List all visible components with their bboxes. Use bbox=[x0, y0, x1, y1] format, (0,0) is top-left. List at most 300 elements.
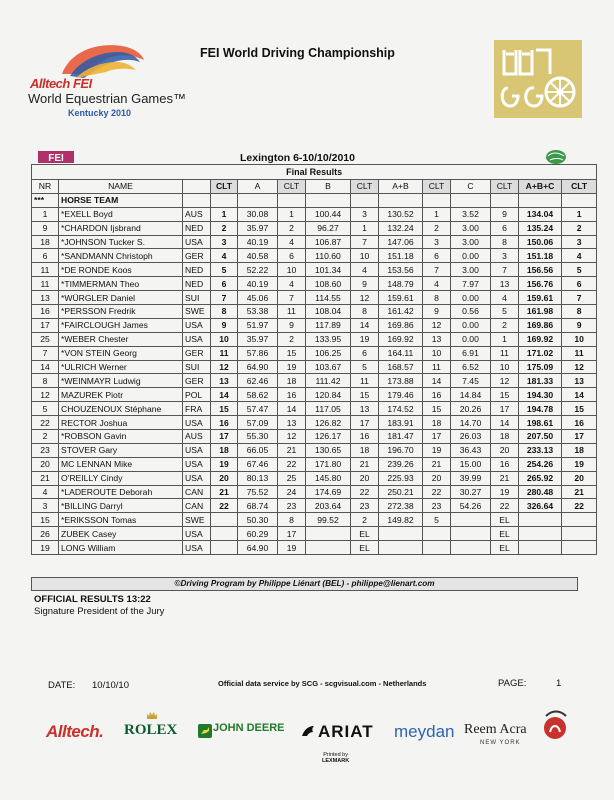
cell-clt-ab: 21 bbox=[423, 457, 451, 471]
cell-clt-c: 17 bbox=[491, 402, 519, 416]
cell-b: 130.65 bbox=[306, 443, 351, 457]
cell-final-rank: 10 bbox=[562, 332, 597, 346]
cell-final-rank: 3 bbox=[562, 235, 597, 249]
cell-nation: CAN bbox=[183, 499, 211, 513]
cell-nation: GER bbox=[183, 249, 211, 263]
header-a: A bbox=[238, 180, 278, 194]
cell-name: *VON STEIN Georg bbox=[59, 346, 183, 360]
cell-a: 40.19 bbox=[238, 277, 278, 291]
cell-b: 96.27 bbox=[306, 221, 351, 235]
kentucky-logo bbox=[538, 708, 572, 742]
cell-a: 40.58 bbox=[238, 249, 278, 263]
cell-ab: 239.26 bbox=[379, 457, 423, 471]
cell-a: 35.97 bbox=[238, 221, 278, 235]
cell-clt-a: 21 bbox=[278, 443, 306, 457]
cell-ab: 183.91 bbox=[379, 416, 423, 430]
cell-abc: 156.76 bbox=[519, 277, 562, 291]
cell-clt-a: 14 bbox=[278, 402, 306, 416]
cell-nr: 16 bbox=[32, 305, 59, 319]
cell-ab: 159.61 bbox=[379, 291, 423, 305]
cell-name: *JOHNSON Tucker S. bbox=[59, 235, 183, 249]
cell-clt-ab: 19 bbox=[423, 443, 451, 457]
cell-name: *ERIKSSON Tomas bbox=[59, 513, 183, 527]
cell-ab: 174.52 bbox=[379, 402, 423, 416]
cell-clt-ab: 7 bbox=[423, 263, 451, 277]
cell-nr: 26 bbox=[32, 527, 59, 541]
cell-final-rank: 4 bbox=[562, 249, 597, 263]
ariat-horse-icon bbox=[300, 724, 316, 738]
cell-name: MAZUREK Piotr bbox=[59, 388, 183, 402]
cell-clt-a: 4 bbox=[278, 235, 306, 249]
cell-clt-c: 10 bbox=[491, 360, 519, 374]
result-row bbox=[32, 485, 597, 499]
cell-abc: 326.64 bbox=[519, 499, 562, 513]
cell-rank: 8 bbox=[211, 305, 238, 319]
result-row bbox=[32, 430, 597, 444]
cell-abc bbox=[519, 527, 562, 541]
result-row bbox=[32, 443, 597, 457]
cell-clt-c: 8 bbox=[491, 235, 519, 249]
cell-nation: USA bbox=[183, 527, 211, 541]
cell-final-rank: 14 bbox=[562, 388, 597, 402]
cell-clt-c: 3 bbox=[491, 249, 519, 263]
horse-head-icon bbox=[56, 38, 148, 80]
cell-clt-b: 2 bbox=[351, 513, 379, 527]
cell-clt-ab: 11 bbox=[423, 360, 451, 374]
cell-name: *LADEROUTE Deborah bbox=[59, 485, 183, 499]
cell-c: 14.70 bbox=[451, 416, 491, 430]
cell-c: 0.00 bbox=[451, 332, 491, 346]
cell-abc: 265.92 bbox=[519, 471, 562, 485]
cell-b: 171.80 bbox=[306, 457, 351, 471]
header-clt-a: CLT bbox=[211, 180, 238, 194]
cell-b: 106.25 bbox=[306, 346, 351, 360]
cell-clt-c: 12 bbox=[491, 374, 519, 388]
cell-a: 58.62 bbox=[238, 388, 278, 402]
cell-name: STOVER Gary bbox=[59, 443, 183, 457]
cell-a: 57.47 bbox=[238, 402, 278, 416]
cell-rank: 5 bbox=[211, 263, 238, 277]
cell-b: 174.69 bbox=[306, 485, 351, 499]
cell-clt-b: 19 bbox=[351, 332, 379, 346]
cell-c: 26.03 bbox=[451, 430, 491, 444]
cell-clt-c: 1 bbox=[491, 332, 519, 346]
cell-clt-a: 2 bbox=[278, 221, 306, 235]
cell-clt-ab: 4 bbox=[423, 277, 451, 291]
cell-clt-ab bbox=[423, 541, 451, 555]
result-row bbox=[32, 402, 597, 416]
result-row bbox=[32, 513, 597, 527]
cell-a: 55.30 bbox=[238, 430, 278, 444]
printed-by-lexmark bbox=[322, 752, 349, 764]
cell-ab: 130.52 bbox=[379, 207, 423, 221]
cell-abc: 181.33 bbox=[519, 374, 562, 388]
cell-c: 3.00 bbox=[451, 221, 491, 235]
cell-clt-a: 12 bbox=[278, 430, 306, 444]
cell-c: 7.97 bbox=[451, 277, 491, 291]
cell-name: *ULRICH Werner bbox=[59, 360, 183, 374]
sponsor-rolex: ROLEX bbox=[124, 722, 178, 738]
cell-final-rank: 20 bbox=[562, 471, 597, 485]
cell-clt-c: EL bbox=[491, 541, 519, 555]
weg-title: World Equestrian Games™ bbox=[28, 91, 186, 106]
cell-nation: SWE bbox=[183, 305, 211, 319]
cell-c: 39.99 bbox=[451, 471, 491, 485]
cell-nation: GER bbox=[183, 374, 211, 388]
cell-a: 75.52 bbox=[238, 485, 278, 499]
cell-clt-b: 7 bbox=[351, 235, 379, 249]
cell-final-rank: 9 bbox=[562, 318, 597, 332]
cell-abc bbox=[519, 541, 562, 555]
cell-clt-ab: 12 bbox=[423, 318, 451, 332]
cell-clt-c: 11 bbox=[491, 346, 519, 360]
result-row bbox=[32, 388, 597, 402]
cell-name: *PERSSON Fredrik bbox=[59, 305, 183, 319]
cell-nation: NED bbox=[183, 221, 211, 235]
cell-ab: 149.82 bbox=[379, 513, 423, 527]
cell-b: 110.60 bbox=[306, 249, 351, 263]
cell-final-rank: 8 bbox=[562, 305, 597, 319]
cell-clt-b: 13 bbox=[351, 402, 379, 416]
cell-abc: 135.24 bbox=[519, 221, 562, 235]
cell-name: O'REILLY Cindy bbox=[59, 471, 183, 485]
cell-rank bbox=[211, 541, 238, 555]
sponsor-john-deere: JOHN DEERE bbox=[213, 722, 285, 734]
cell-ab bbox=[379, 541, 423, 555]
cell-clt-a: 19 bbox=[278, 360, 306, 374]
cell-nation: USA bbox=[183, 541, 211, 555]
cell-abc: 134.04 bbox=[519, 207, 562, 221]
header-name: NAME bbox=[59, 180, 183, 194]
cell-ab: 153.56 bbox=[379, 263, 423, 277]
cell-clt-a: 25 bbox=[278, 471, 306, 485]
cell-rank: 11 bbox=[211, 346, 238, 360]
cell-ab: 147.06 bbox=[379, 235, 423, 249]
header-clt-final: CLT bbox=[562, 180, 597, 194]
cell-clt-a: 1 bbox=[278, 207, 306, 221]
weg-logo bbox=[28, 38, 186, 128]
cell-rank: 16 bbox=[211, 416, 238, 430]
cell-c bbox=[451, 541, 491, 555]
result-row bbox=[32, 360, 597, 374]
cell-nr: 18 bbox=[32, 235, 59, 249]
cell-name: *FAIRCLOUGH James bbox=[59, 318, 183, 332]
cell-clt-a: 17 bbox=[278, 527, 306, 541]
cell-nation: USA bbox=[183, 318, 211, 332]
cell-nr: 14 bbox=[32, 360, 59, 374]
cell-name: RECTOR Joshua bbox=[59, 416, 183, 430]
result-row bbox=[32, 235, 597, 249]
result-row bbox=[32, 499, 597, 513]
cell-final-rank bbox=[562, 541, 597, 555]
result-row bbox=[32, 291, 597, 305]
cell-clt-b: EL bbox=[351, 527, 379, 541]
page-label: PAGE: bbox=[498, 678, 527, 689]
cell-nr: 19 bbox=[32, 541, 59, 555]
cell-abc bbox=[519, 513, 562, 527]
cell-final-rank: 2 bbox=[562, 221, 597, 235]
sponsor-alltech: Alltech. bbox=[46, 722, 104, 741]
cell-ab: 272.38 bbox=[379, 499, 423, 513]
cell-rank: 2 bbox=[211, 221, 238, 235]
cell-final-rank: 18 bbox=[562, 443, 597, 457]
cell-clt-c: 7 bbox=[491, 263, 519, 277]
cell-clt-ab: 23 bbox=[423, 499, 451, 513]
cell-clt-b: 18 bbox=[351, 443, 379, 457]
cell-c: 54.26 bbox=[451, 499, 491, 513]
cell-name: CHOUZENOUX Stéphane bbox=[59, 402, 183, 416]
cell-final-rank: 19 bbox=[562, 457, 597, 471]
date-value: 10/10/10 bbox=[92, 680, 129, 691]
cell-nr: 8 bbox=[32, 374, 59, 388]
svg-text:FEI: FEI bbox=[48, 153, 64, 164]
cell-abc: 194.78 bbox=[519, 402, 562, 416]
cell-b: 99.52 bbox=[306, 513, 351, 527]
cell-clt-b: 11 bbox=[351, 374, 379, 388]
cell-c: 14.84 bbox=[451, 388, 491, 402]
result-row bbox=[32, 471, 597, 485]
cell-clt-c: 2 bbox=[491, 318, 519, 332]
cell-abc: 156.56 bbox=[519, 263, 562, 277]
cell-name: *WEINMAYR Ludwig bbox=[59, 374, 183, 388]
cell-c bbox=[451, 513, 491, 527]
cell-nr: 11 bbox=[32, 263, 59, 277]
result-row bbox=[32, 305, 597, 319]
cell-clt-c: 13 bbox=[491, 277, 519, 291]
cell-nr: 6 bbox=[32, 249, 59, 263]
result-row bbox=[32, 249, 597, 263]
header-b: B bbox=[306, 180, 351, 194]
cell-final-rank: 12 bbox=[562, 360, 597, 374]
cell-a: 57.86 bbox=[238, 346, 278, 360]
cell-a: 40.19 bbox=[238, 235, 278, 249]
cell-nation: USA bbox=[183, 471, 211, 485]
cell-abc: 198.61 bbox=[519, 416, 562, 430]
cell-clt-a: 18 bbox=[278, 374, 306, 388]
cell-final-rank bbox=[562, 527, 597, 541]
cell-final-rank: 13 bbox=[562, 374, 597, 388]
result-row bbox=[32, 318, 597, 332]
cell-a: 57.09 bbox=[238, 416, 278, 430]
cell-clt-c: EL bbox=[491, 513, 519, 527]
cell-name: *WEBER Chester bbox=[59, 332, 183, 346]
cell-nation: USA bbox=[183, 457, 211, 471]
cell-clt-a: 19 bbox=[278, 541, 306, 555]
cell-final-rank: 11 bbox=[562, 346, 597, 360]
cell-ab: 196.70 bbox=[379, 443, 423, 457]
cell-clt-ab: 1 bbox=[423, 207, 451, 221]
cell-nation: AUS bbox=[183, 430, 211, 444]
cell-c: 36.43 bbox=[451, 443, 491, 457]
header-row bbox=[32, 180, 597, 194]
cell-rank: 18 bbox=[211, 443, 238, 457]
cell-clt-c: 20 bbox=[491, 443, 519, 457]
cell-b bbox=[306, 541, 351, 555]
cell-abc: 151.18 bbox=[519, 249, 562, 263]
cell-c bbox=[451, 527, 491, 541]
header-abc: A+B+C bbox=[519, 180, 562, 194]
cell-ab: 179.46 bbox=[379, 388, 423, 402]
cell-b: 101.34 bbox=[306, 263, 351, 277]
cell-ab: 168.57 bbox=[379, 360, 423, 374]
cell-clt-b: 21 bbox=[351, 457, 379, 471]
cell-nation: USA bbox=[183, 443, 211, 457]
cell-ab: 173.88 bbox=[379, 374, 423, 388]
result-row bbox=[32, 527, 597, 541]
carriage-icon bbox=[494, 40, 582, 118]
cell-clt-ab: 10 bbox=[423, 346, 451, 360]
cell-nr: 21 bbox=[32, 471, 59, 485]
cell-ab: 161.42 bbox=[379, 305, 423, 319]
cell-nr: 15 bbox=[32, 513, 59, 527]
cell-c: 15.00 bbox=[451, 457, 491, 471]
cell-rank: 21 bbox=[211, 485, 238, 499]
cell-name: MC LENNAN Mike bbox=[59, 457, 183, 471]
cell-nr: 25 bbox=[32, 332, 59, 346]
cell-c: 0.00 bbox=[451, 291, 491, 305]
cell-nation: GER bbox=[183, 346, 211, 360]
cell-clt-ab: 5 bbox=[423, 513, 451, 527]
cell-clt-c: 22 bbox=[491, 499, 519, 513]
cell-clt-b: 16 bbox=[351, 430, 379, 444]
cell-rank: 1 bbox=[211, 207, 238, 221]
cell-c: 0.00 bbox=[451, 318, 491, 332]
header-clt-2: CLT bbox=[278, 180, 306, 194]
results-body bbox=[32, 207, 597, 554]
sponsor-reem-acra: Reem Acra bbox=[464, 722, 527, 737]
cell-name: *TIMMERMAN Theo bbox=[59, 277, 183, 291]
cell-clt-ab: 3 bbox=[423, 235, 451, 249]
cell-c: 7.45 bbox=[451, 374, 491, 388]
cell-clt-ab: 20 bbox=[423, 471, 451, 485]
header-clt-5: CLT bbox=[491, 180, 519, 194]
cell-ab: 164.11 bbox=[379, 346, 423, 360]
cell-clt-b: 5 bbox=[351, 360, 379, 374]
cell-b: 100.44 bbox=[306, 207, 351, 221]
cell-nr: 13 bbox=[32, 291, 59, 305]
cell-final-rank: 7 bbox=[562, 291, 597, 305]
cell-b: 203.64 bbox=[306, 499, 351, 513]
data-service-credit: Official data service by SCG - scgvisual.com - Netherlands bbox=[218, 679, 427, 688]
cell-rank: 13 bbox=[211, 374, 238, 388]
cell-clt-b: 12 bbox=[351, 291, 379, 305]
cell-clt-ab bbox=[423, 527, 451, 541]
cell-ab: 169.92 bbox=[379, 332, 423, 346]
printed-by-label: Printed by bbox=[323, 752, 348, 758]
cell-rank: 17 bbox=[211, 430, 238, 444]
cell-nr: 3 bbox=[32, 499, 59, 513]
weg-brand: Alltech FEI bbox=[30, 76, 92, 91]
result-row bbox=[32, 374, 597, 388]
cell-clt-b: 20 bbox=[351, 471, 379, 485]
cell-clt-b: 4 bbox=[351, 263, 379, 277]
cell-clt-ab: 18 bbox=[423, 416, 451, 430]
cell-a: 66.05 bbox=[238, 443, 278, 457]
cell-nation: NED bbox=[183, 263, 211, 277]
fei-logo bbox=[38, 150, 74, 164]
cell-abc: 159.61 bbox=[519, 291, 562, 305]
cell-ab: 181.47 bbox=[379, 430, 423, 444]
cell-a: 35.97 bbox=[238, 332, 278, 346]
cell-clt-ab: 15 bbox=[423, 402, 451, 416]
cell-final-rank: 1 bbox=[562, 207, 597, 221]
cell-clt-ab: 16 bbox=[423, 388, 451, 402]
cell-abc: 233.13 bbox=[519, 443, 562, 457]
cell-a: 50.30 bbox=[238, 513, 278, 527]
cell-nr: 2 bbox=[32, 430, 59, 444]
cell-ab bbox=[379, 527, 423, 541]
cell-name: *WÜRGLER Daniel bbox=[59, 291, 183, 305]
cell-clt-b: 8 bbox=[351, 305, 379, 319]
reem-acra-subtitle: NEW YORK bbox=[480, 740, 521, 746]
cell-nation: SUI bbox=[183, 360, 211, 374]
cell-name: LONG William bbox=[59, 541, 183, 555]
cell-clt-ab: 22 bbox=[423, 485, 451, 499]
cell-b: 103.67 bbox=[306, 360, 351, 374]
cell-clt-b: 22 bbox=[351, 485, 379, 499]
cell-clt-b: 17 bbox=[351, 416, 379, 430]
cell-abc: 175.09 bbox=[519, 360, 562, 374]
cell-b: 114.55 bbox=[306, 291, 351, 305]
cell-clt-c: 9 bbox=[491, 207, 519, 221]
cell-clt-b: 10 bbox=[351, 249, 379, 263]
cell-a: 64.90 bbox=[238, 360, 278, 374]
cell-name: ZUBEK Casey bbox=[59, 527, 183, 541]
cell-clt-ab: 8 bbox=[423, 291, 451, 305]
cell-clt-c: 19 bbox=[491, 485, 519, 499]
cell-final-rank: 22 bbox=[562, 499, 597, 513]
cell-rank: 3 bbox=[211, 235, 238, 249]
cell-c: 0.00 bbox=[451, 249, 491, 263]
result-row bbox=[32, 207, 597, 221]
cell-clt-a: 16 bbox=[278, 388, 306, 402]
cell-b: 117.89 bbox=[306, 318, 351, 332]
header-clt-4: CLT bbox=[423, 180, 451, 194]
cell-nr: 11 bbox=[32, 277, 59, 291]
cell-final-rank: 5 bbox=[562, 263, 597, 277]
cell-name: *ROBSON Gavin bbox=[59, 430, 183, 444]
sponsor-ariat: ARIAT bbox=[318, 722, 374, 741]
cell-final-rank: 6 bbox=[562, 277, 597, 291]
cell-name: *EXELL Boyd bbox=[59, 207, 183, 221]
rolex-crown-icon bbox=[146, 710, 158, 720]
cell-clt-ab: 14 bbox=[423, 374, 451, 388]
cell-nation: FRA bbox=[183, 402, 211, 416]
cell-name: *SANDMANN Christoph bbox=[59, 249, 183, 263]
cell-b: 133.95 bbox=[306, 332, 351, 346]
cell-clt-c: 18 bbox=[491, 430, 519, 444]
result-row bbox=[32, 416, 597, 430]
cell-clt-ab: 2 bbox=[423, 221, 451, 235]
cell-nation: USA bbox=[183, 416, 211, 430]
cell-nation: AUS bbox=[183, 207, 211, 221]
cell-nr: 20 bbox=[32, 457, 59, 471]
cell-b: 117.05 bbox=[306, 402, 351, 416]
cell-clt-a: 10 bbox=[278, 263, 306, 277]
cell-clt-a: 22 bbox=[278, 457, 306, 471]
cell-c: 3.00 bbox=[451, 235, 491, 249]
header-nr: NR bbox=[32, 180, 59, 194]
cell-nr: 4 bbox=[32, 485, 59, 499]
cell-clt-b: 23 bbox=[351, 499, 379, 513]
cell-clt-c: 14 bbox=[491, 416, 519, 430]
cell-c: 6.52 bbox=[451, 360, 491, 374]
cell-b: 106.87 bbox=[306, 235, 351, 249]
cell-clt-a: 15 bbox=[278, 346, 306, 360]
cell-abc: 254.26 bbox=[519, 457, 562, 471]
header-ab: A+B bbox=[379, 180, 423, 194]
cell-clt-c: 16 bbox=[491, 457, 519, 471]
